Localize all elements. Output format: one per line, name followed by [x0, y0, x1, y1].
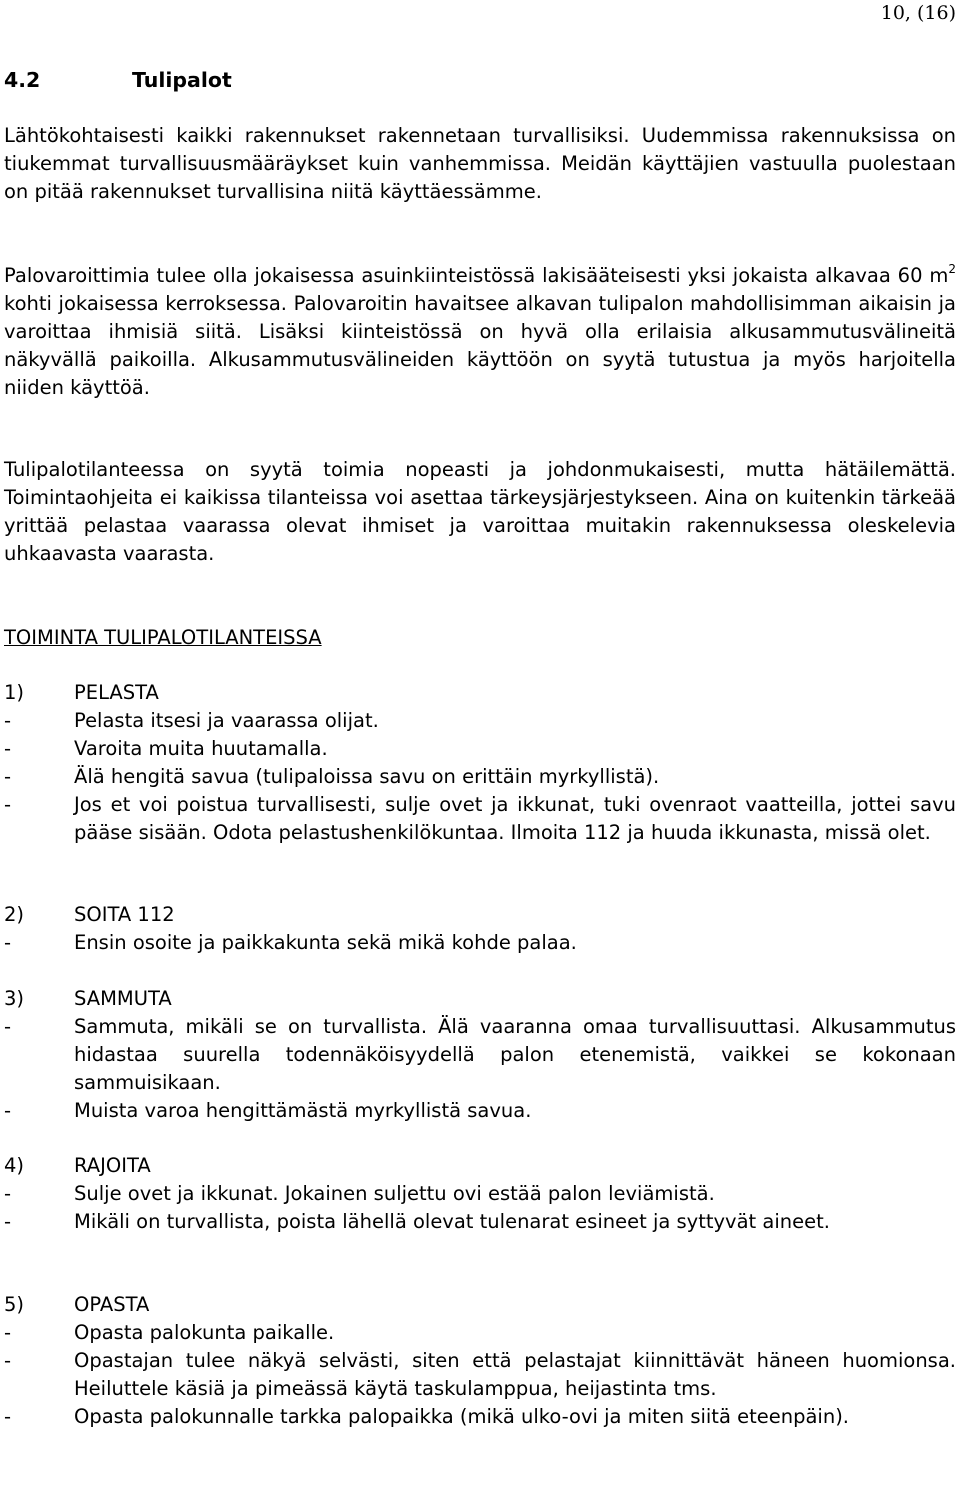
list-item-text: Opasta palokunnalle tarkka palopaikka (mikä ulko-ovi ja miten siitä eteenpäin).	[74, 1405, 850, 1428]
list-item-text: Mikäli on turvallista, poista lähellä olevat tulenarat esineet ja syttyvät aineet.	[74, 1210, 830, 1233]
list-item	[4, 1013, 956, 1097]
step-number: 4)	[4, 1154, 25, 1177]
list-item-text: Jos et voi poistua turvallisesti, sulje ovet ja ikkunat, tuki ovenraot vaatteilla, jottei savu pääse sisään. Odota pelastushenkilökuntaa. Ilmoita 112 ja huuda ikkunasta, missä olet.	[74, 793, 956, 844]
list-item	[4, 1347, 956, 1403]
list-item-text: Opasta palokunta paikalle.	[74, 1321, 335, 1344]
list-item-text: Varoita muita huutamalla.	[74, 737, 328, 760]
paragraph-text-part: kohti jokaisessa kerroksessa. Palovaroitin havaitsee alkavan tulipalon mahdollisimman aikaisin ja varoittaa ihmisiä siitä. Lisäksi kiinteistössä on hyvä olla erilaisia alkusammutusvälineitä näkyvällä paikoilla. Alkusammutusvälineiden käyttöön on syytä tutustua ja myös harjoitella niiden käyttöä.	[4, 292, 956, 399]
dash-bullet: -	[4, 1015, 12, 1038]
dash-bullet: -	[4, 765, 12, 788]
page-number: 10, (16)	[880, 2, 956, 24]
dash-bullet: -	[4, 1321, 12, 1344]
step-contain	[4, 1152, 956, 1236]
dash-bullet: -	[4, 1349, 12, 1372]
step-title	[4, 679, 956, 707]
list-item-text: Pelasta itsesi ja vaarassa olijat.	[74, 709, 379, 732]
step-extinguish	[4, 985, 956, 1125]
dash-bullet: -	[4, 737, 12, 760]
dash-bullet: -	[4, 709, 12, 732]
list-item	[4, 791, 956, 847]
paragraph-smoke-detectors	[4, 262, 956, 402]
paragraph-intro: Lähtökohtaisesti kaikki rakennukset rakennetaan turvallisiksi. Uudemmissa rakennuksissa on tiukemmat turvallisuusmääräykset kuin vanhemmissa. Meidän käyttäjien vastuulla puolestaan on pitää rakennukset turvallisina niitä käyttäessämme.	[4, 124, 956, 203]
step-label: OPASTA	[74, 1293, 150, 1316]
section-title-fire-actions: TOIMINTA TULIPALOTILANTEISSA	[4, 626, 322, 649]
list-item-text: Opastajan tulee näkyä selvästi, siten että pelastajat kiinnittävät häneen huomionsa. Heiluttele käsiä ja pimeässä käytä taskulamppua, heijastinta tms.	[74, 1349, 956, 1400]
list-item	[4, 735, 956, 763]
list-item	[4, 1319, 956, 1347]
section-heading	[4, 68, 232, 92]
list-item	[4, 1403, 956, 1431]
section-heading-number: 4.2	[4, 68, 41, 92]
step-rescue	[4, 679, 956, 847]
list-item	[4, 707, 956, 735]
list-item-text: Ensin osoite ja paikkakunta sekä mikä kohde palaa.	[74, 931, 577, 954]
superscript-two: 2	[948, 261, 956, 276]
step-number: 5)	[4, 1293, 25, 1316]
dash-bullet: -	[4, 793, 12, 816]
step-title	[4, 1291, 956, 1319]
step-label: SOITA 112	[74, 903, 175, 926]
list-item	[4, 763, 956, 791]
list-item-text: Sulje ovet ja ikkunat. Jokainen suljettu ovi estää palon leviämistä.	[74, 1182, 715, 1205]
paragraph-text-part: Palovaroittimia tulee olla jokaisessa asuinkiinteistössä lakisääteisesti yksi jokaista alkavaa 60 m	[4, 264, 949, 287]
paragraph-fire-situation: Tulipalotilanteessa on syytä toimia nopeasti ja johdonmukaisesti, mutta hätäilemättä. Toimintaohjeita ei kaikissa tilanteissa voi asettaa tärkeysjärjestykseen. Aina on kuitenkin tärkeää yrittää pelastaa vaarassa olevat ihmiset ja varoittaa muitakin rakennuksessa oleskelevia uhkaavasta vaarasta.	[4, 458, 956, 565]
step-guide	[4, 1291, 956, 1431]
step-title	[4, 901, 956, 929]
list-item-text: Muista varoa hengittämästä myrkyllistä savua.	[74, 1099, 532, 1122]
step-number: 3)	[4, 987, 25, 1010]
step-number: 2)	[4, 903, 25, 926]
step-call-112	[4, 901, 956, 957]
list-item-text: Älä hengitä savua (tulipaloissa savu on erittäin myrkyllistä).	[74, 765, 660, 788]
list-item	[4, 929, 956, 957]
list-item	[4, 1208, 956, 1236]
step-label: PELASTA	[74, 681, 159, 704]
step-title	[4, 1152, 956, 1180]
dash-bullet: -	[4, 1210, 12, 1233]
step-label: SAMMUTA	[74, 987, 172, 1010]
list-item	[4, 1097, 956, 1125]
list-item	[4, 1180, 956, 1208]
list-item-text: Sammuta, mikäli se on turvallista. Älä vaaranna omaa turvallisuuttasi. Alkusammutus hidastaa suurella todennäköisyydellä palon etenemistä, vaikkei se kokonaan sammuisikaan.	[74, 1015, 956, 1094]
step-number: 1)	[4, 681, 25, 704]
dash-bullet: -	[4, 1099, 12, 1122]
section-heading-title: Tulipalot	[132, 68, 232, 92]
dash-bullet: -	[4, 1182, 12, 1205]
dash-bullet: -	[4, 1405, 12, 1428]
step-label: RAJOITA	[74, 1154, 151, 1177]
dash-bullet: -	[4, 931, 12, 954]
step-title	[4, 985, 956, 1013]
